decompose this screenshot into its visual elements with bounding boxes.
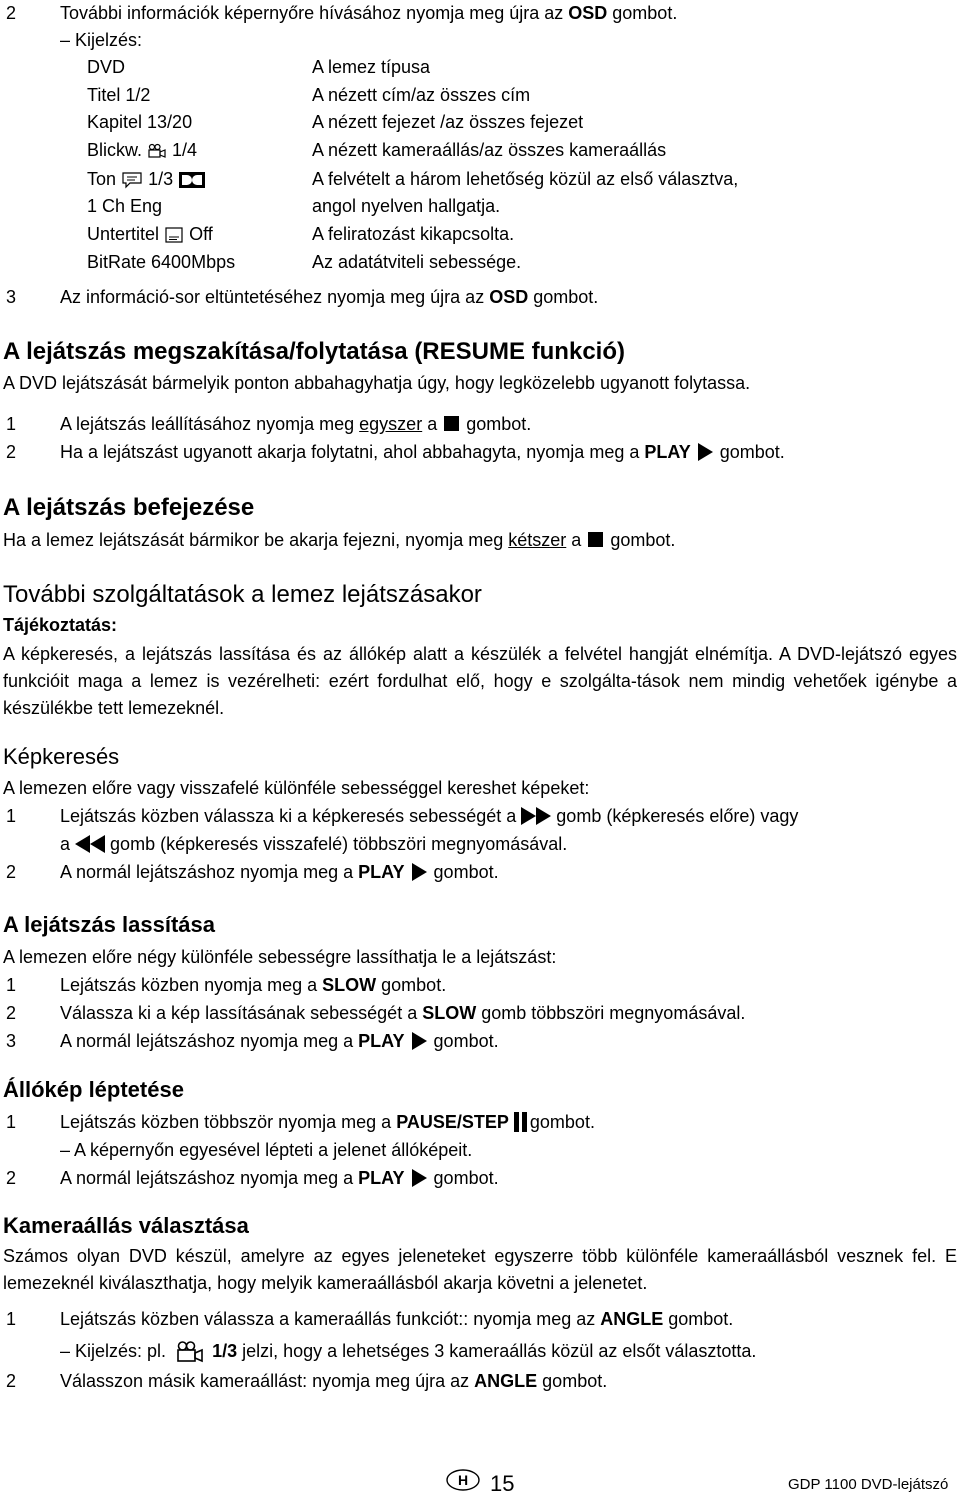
osd-right-dvd: A lemez típusa xyxy=(312,57,431,77)
search-intro: A lemezen előre vagy visszafelé különféle sebességgel kereshet képeket: xyxy=(3,778,590,798)
osd-left-audio: Ton 1/3 xyxy=(87,168,206,190)
camera-angle-icon xyxy=(175,1340,205,1364)
section-heading-more: További szolgáltatások a lemez lejátszásakor xyxy=(3,581,482,608)
still-step-2: A normál lejátszáshoz nyomja meg a PLAY gombot. xyxy=(60,1168,499,1188)
display-label: – Kijelzés: xyxy=(60,30,143,50)
osd-left-chapter: Kapitel 13/20 xyxy=(87,112,193,132)
subtitle-icon xyxy=(164,226,184,244)
step-number: 2 xyxy=(6,3,17,23)
angle-step-2: Válasszon másik kameraállást: nyomja meg újra az ANGLE gombot. xyxy=(60,1371,608,1391)
resume-intro: A DVD lejátszását bármelyik ponton abbahagyhatja úgy, hogy legközelebb ugyanott folytassa. xyxy=(3,373,751,393)
step-number: 2 xyxy=(6,1003,17,1023)
osd-step-text: További információk képernyőre hívásához nyomja meg újra az OSD gombot. xyxy=(60,3,678,23)
osd-step-text: Az információ-sor eltüntetéséhez nyomja meg újra az OSD gombot. xyxy=(60,287,599,307)
osd-left-subtitle: Untertitel Off xyxy=(87,224,213,244)
osd-left-angle: Blickw. 1/4 xyxy=(87,140,198,160)
country-badge-letter: H xyxy=(457,1472,469,1488)
angle-intro: Számos olyan DVD készül, amelyre az egyes jeleneteket egyszerre több különféle kameraállásból vesznek fel. E lemezeknél kiválaszthatja, hogy melyik kameraállásból akarja követni a jelenetet. xyxy=(3,1246,957,1293)
step-number: 1 xyxy=(6,1309,17,1329)
osd-left-bitrate: BitRate 6400Mbps xyxy=(87,252,236,272)
step-number: 3 xyxy=(6,1031,17,1051)
section-heading-angle: Kameraállás választása xyxy=(3,1213,249,1238)
page-number: 15 xyxy=(490,1471,515,1496)
osd-right-title: A nézett cím/az összes cím xyxy=(312,85,531,105)
section-heading-end: A lejátszás befejezése xyxy=(3,494,255,521)
stop-icon xyxy=(588,532,603,547)
angle-step-1: Lejátszás közben válassza a kameraállás funkciót:: nyomja meg az ANGLE gombot. xyxy=(60,1309,734,1329)
section-heading-resume: A lejátszás megszakítása/folytatása (RESUME funkció) xyxy=(3,338,625,365)
search-step-2: A normál lejátszáshoz nyomja meg a PLAY gombot. xyxy=(60,862,499,882)
end-text: Ha a lemez lejátszását bármikor be akarja fejezni, nyomja meg kétszer a gombot. xyxy=(3,530,676,550)
slow-step-2: Válassza ki a kép lassításának sebességét a SLOW gomb többszöri megnyomásával. xyxy=(60,1003,746,1023)
step-number: 1 xyxy=(6,806,17,826)
slow-step-1: Lejátszás közben nyomja meg a SLOW gombot. xyxy=(60,975,447,995)
country-badge xyxy=(445,1468,481,1492)
osd-right-language: angol nyelven hallgatja. xyxy=(312,196,501,216)
section-heading-slow: A lejátszás lassítása xyxy=(3,912,215,937)
step-number: 3 xyxy=(6,287,17,307)
slow-intro: A lemezen előre négy különféle sebességre lassíthatja le a lejátszást: xyxy=(3,947,557,967)
step-number: 1 xyxy=(6,414,17,434)
step-number: 2 xyxy=(6,442,17,462)
section-heading-still: Állókép léptetése xyxy=(3,1077,184,1102)
angle-step-1-sub: – Kijelzés: pl. 1/3 jelzi, hogy a lehetséges 3 kameraállás közül az elsőt választotta. xyxy=(60,1340,756,1364)
play-icon xyxy=(412,1032,427,1050)
dolby-icon xyxy=(178,171,206,189)
play-icon xyxy=(698,443,713,461)
info-paragraph: A képkeresés, a lejátszás lassítása és az állókép alatt a készülék a felvétel hangját elnémítja. A DVD-lejátszó egyes funkcióit maga a lemez is vezérelheti: ezért fordulhat elő, hogy e szolgálta-tások nem mindig vehetőek igénybe a készülékbe tett lemezeknél. xyxy=(3,644,957,718)
section-heading-search: Képkeresés xyxy=(3,744,120,769)
osd-right-audio: A felvételt a három lehetőség közül az első választva, xyxy=(312,169,739,189)
rewind-icon xyxy=(75,834,105,854)
step-number: 1 xyxy=(6,1112,17,1132)
speech-bubble-icon xyxy=(121,171,143,189)
osd-left-title: Titel 1/2 xyxy=(87,85,151,105)
osd-right-subtitle: A feliratozást kikapcsolta. xyxy=(312,224,515,244)
resume-step-1: A lejátszás leállításához nyomja meg egyszer a gombot. xyxy=(60,414,532,434)
play-icon xyxy=(412,1169,427,1187)
slow-step-3: A normál lejátszáshoz nyomja meg a PLAY gombot. xyxy=(60,1031,499,1051)
camera-angle-icon xyxy=(147,143,167,159)
info-label: Tájékoztatás: xyxy=(3,615,118,635)
still-step-1-sub: – A képernyőn egyesével lépteti a jelenet állóképeit. xyxy=(60,1140,473,1160)
model-label: GDP 1100 DVD-lejátszó xyxy=(788,1476,949,1493)
search-step-1-cont: a gomb (képkeresés visszafelé) többszöri megnyomásával. xyxy=(60,834,568,854)
fast-forward-icon xyxy=(521,806,551,826)
osd-left-language: 1 Ch Eng xyxy=(87,196,163,216)
osd-right-bitrate: Az adatátviteli sebessége. xyxy=(312,252,522,272)
step-number: 2 xyxy=(6,862,17,882)
osd-right-chapter: A nézett fejezet /az összes fejezet xyxy=(312,112,584,132)
osd-right-angle: A nézett kameraállás/az összes kameraállás xyxy=(312,140,667,160)
search-step-1: Lejátszás közben válassza ki a képkeresés sebességét a gomb (képkeresés előre) vagy xyxy=(60,806,799,826)
resume-step-2: Ha a lejátszást ugyanott akarja folytatni, ahol abbahagyta, nyomja meg a PLAY gombot. xyxy=(60,442,785,462)
play-icon xyxy=(412,863,427,881)
osd-left-dvd: DVD xyxy=(87,57,126,77)
still-step-1: Lejátszás közben többször nyomja meg a PAUSE/STEP gombot. xyxy=(60,1112,595,1132)
step-number: 2 xyxy=(6,1371,17,1391)
step-number: 2 xyxy=(6,1168,17,1188)
stop-icon xyxy=(444,416,459,431)
step-number: 1 xyxy=(6,975,17,995)
pause-icon xyxy=(514,1112,530,1132)
